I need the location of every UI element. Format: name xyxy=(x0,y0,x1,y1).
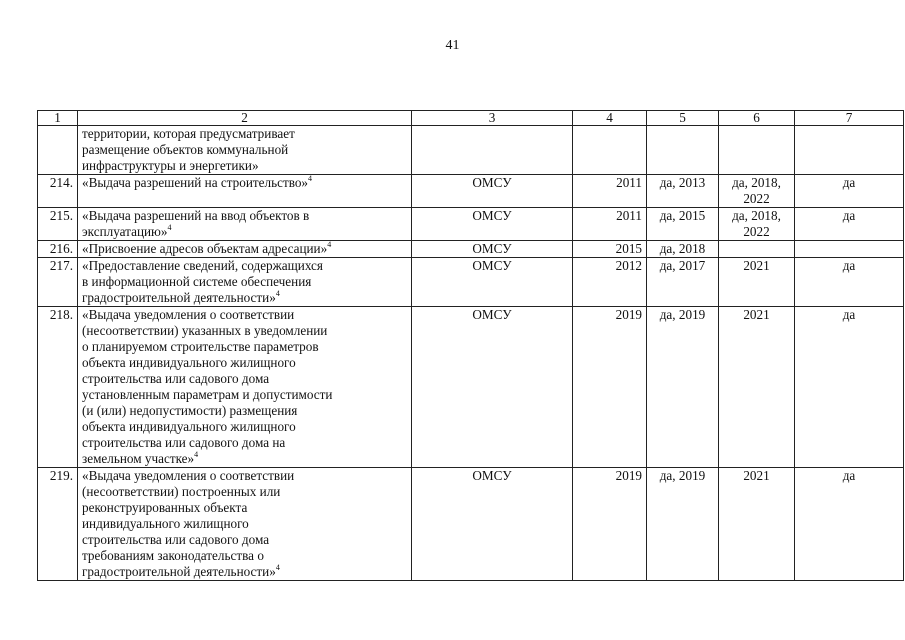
update-years-cell: 2021 xyxy=(719,258,795,307)
table-row xyxy=(38,258,904,307)
column-header: 5 xyxy=(647,111,719,126)
service-name-line: земельном участке» xyxy=(82,451,195,466)
service-name-line: (несоответствии) построенных или xyxy=(82,484,281,499)
year-cell: 2011 xyxy=(573,208,647,241)
column-header: 7 xyxy=(795,111,904,126)
service-name-line: «Выдача уведомления о соответствии xyxy=(82,307,295,322)
authority-cell: ОМСУ xyxy=(412,258,573,307)
service-name-line: (и (или) недопустимости) размещения xyxy=(82,403,298,418)
update-years-cell: 2021 xyxy=(719,468,795,581)
authority-cell: ОМСУ xyxy=(412,468,573,581)
authority-cell: ОМСУ xyxy=(412,175,573,208)
year-cell: 2019 xyxy=(573,468,647,581)
service-name-line: индивидуального жилищного xyxy=(82,516,249,531)
table-row xyxy=(38,241,904,258)
service-name-cell xyxy=(78,208,412,241)
row-number-cell: 219. xyxy=(38,468,78,581)
year-cell: 2019 xyxy=(573,307,647,468)
service-name-line: строительства или садового дома xyxy=(82,532,270,547)
row-number-cell: 216. xyxy=(38,241,78,258)
electronic-cell: да xyxy=(795,468,904,581)
year-cell xyxy=(573,126,647,175)
service-name-line: объекта индивидуального жилищного xyxy=(82,355,296,370)
table-row xyxy=(38,307,904,468)
column-header: 6 xyxy=(719,111,795,126)
service-name-cell xyxy=(78,258,412,307)
page-number: 41 xyxy=(445,38,460,53)
service-name-line: градостроительной деятельности» xyxy=(82,290,276,305)
electronic-cell: да xyxy=(795,307,904,468)
service-name-line: реконструированных объекта xyxy=(82,500,248,515)
regulation-cell: да, 2018 xyxy=(647,241,719,258)
regulation-cell: да, 2019 xyxy=(647,468,719,581)
regulation-cell: да, 2019 xyxy=(647,307,719,468)
service-name-line: объекта индивидуального жилищного xyxy=(82,419,296,434)
regulation-cell xyxy=(647,126,719,175)
electronic-cell: да xyxy=(795,258,904,307)
update-years-cell xyxy=(719,241,795,258)
service-name-line: в информационной системе обеспечения xyxy=(82,274,312,289)
service-name-line: эксплуатацию» xyxy=(82,224,168,239)
column-header: 2 xyxy=(78,111,412,126)
column-number-row xyxy=(38,111,904,126)
authority-cell: ОМСУ xyxy=(412,241,573,258)
electronic-cell: да xyxy=(795,208,904,241)
service-name-line: строительства или садового дома на xyxy=(82,435,286,450)
service-name-line: размещение объектов коммунальной xyxy=(82,142,289,157)
row-number-cell xyxy=(38,126,78,175)
service-name-line: «Выдача разрешений на строительство» xyxy=(82,175,309,190)
service-name-line: «Выдача уведомления о соответствии xyxy=(82,468,295,483)
electronic-cell: да xyxy=(795,175,904,208)
footnote-marker: 4 xyxy=(275,289,280,298)
authority-cell: ОМСУ xyxy=(412,307,573,468)
year-cell: 2012 xyxy=(573,258,647,307)
row-number-cell: 217. xyxy=(38,258,78,307)
update-years-cell: 2021 xyxy=(719,307,795,468)
service-name-line: установленным параметрам и допустимости xyxy=(82,387,333,402)
footnote-marker: 4 xyxy=(327,240,332,249)
authority-cell xyxy=(412,126,573,175)
electronic-cell xyxy=(795,241,904,258)
service-name-cell xyxy=(78,126,412,175)
service-name-cell xyxy=(78,241,412,258)
services-table xyxy=(37,110,904,581)
table-row xyxy=(38,468,904,581)
footnote-marker: 4 xyxy=(194,450,199,459)
service-name-line: градостроительной деятельности» xyxy=(82,564,276,579)
authority-cell: ОМСУ xyxy=(412,208,573,241)
service-name-line: (несоответствии) указанных в уведомлении xyxy=(82,323,328,338)
row-number-cell: 218. xyxy=(38,307,78,468)
column-header: 1 xyxy=(38,111,78,126)
service-name-line: требованиям законодательства о xyxy=(82,548,264,563)
regulation-cell: да, 2017 xyxy=(647,258,719,307)
footnote-marker: 4 xyxy=(275,563,280,572)
row-number-cell: 214. xyxy=(38,175,78,208)
service-name-line: «Присвоение адресов объектам адресации» xyxy=(82,241,328,256)
update-years-cell: да, 2018, 2022 xyxy=(719,175,795,208)
table-row xyxy=(38,126,904,175)
service-name-line: инфраструктуры и энергетики» xyxy=(82,158,259,173)
table-row xyxy=(38,208,904,241)
year-cell: 2015 xyxy=(573,241,647,258)
service-name-line: «Выдача разрешений на ввод объектов в xyxy=(82,208,310,223)
service-name-line: «Предоставление сведений, содержащихся xyxy=(82,258,323,273)
service-name-line: строительства или садового дома xyxy=(82,371,270,386)
row-number-cell: 215. xyxy=(38,208,78,241)
regulation-cell: да, 2013 xyxy=(647,175,719,208)
service-name-cell xyxy=(78,175,412,208)
update-years-cell: да, 2018, 2022 xyxy=(719,208,795,241)
column-header: 4 xyxy=(573,111,647,126)
update-years-cell xyxy=(719,126,795,175)
service-name-line: о планируемом строительстве параметров xyxy=(82,339,319,354)
service-name-line: территории, которая предусматривает xyxy=(82,126,295,141)
footnote-marker: 4 xyxy=(167,223,172,232)
footnote-marker: 4 xyxy=(308,174,313,183)
regulation-cell: да, 2015 xyxy=(647,208,719,241)
electronic-cell xyxy=(795,126,904,175)
service-name-cell xyxy=(78,307,412,468)
table-row xyxy=(38,175,904,208)
year-cell: 2011 xyxy=(573,175,647,208)
service-name-cell xyxy=(78,468,412,581)
column-header: 3 xyxy=(412,111,573,126)
